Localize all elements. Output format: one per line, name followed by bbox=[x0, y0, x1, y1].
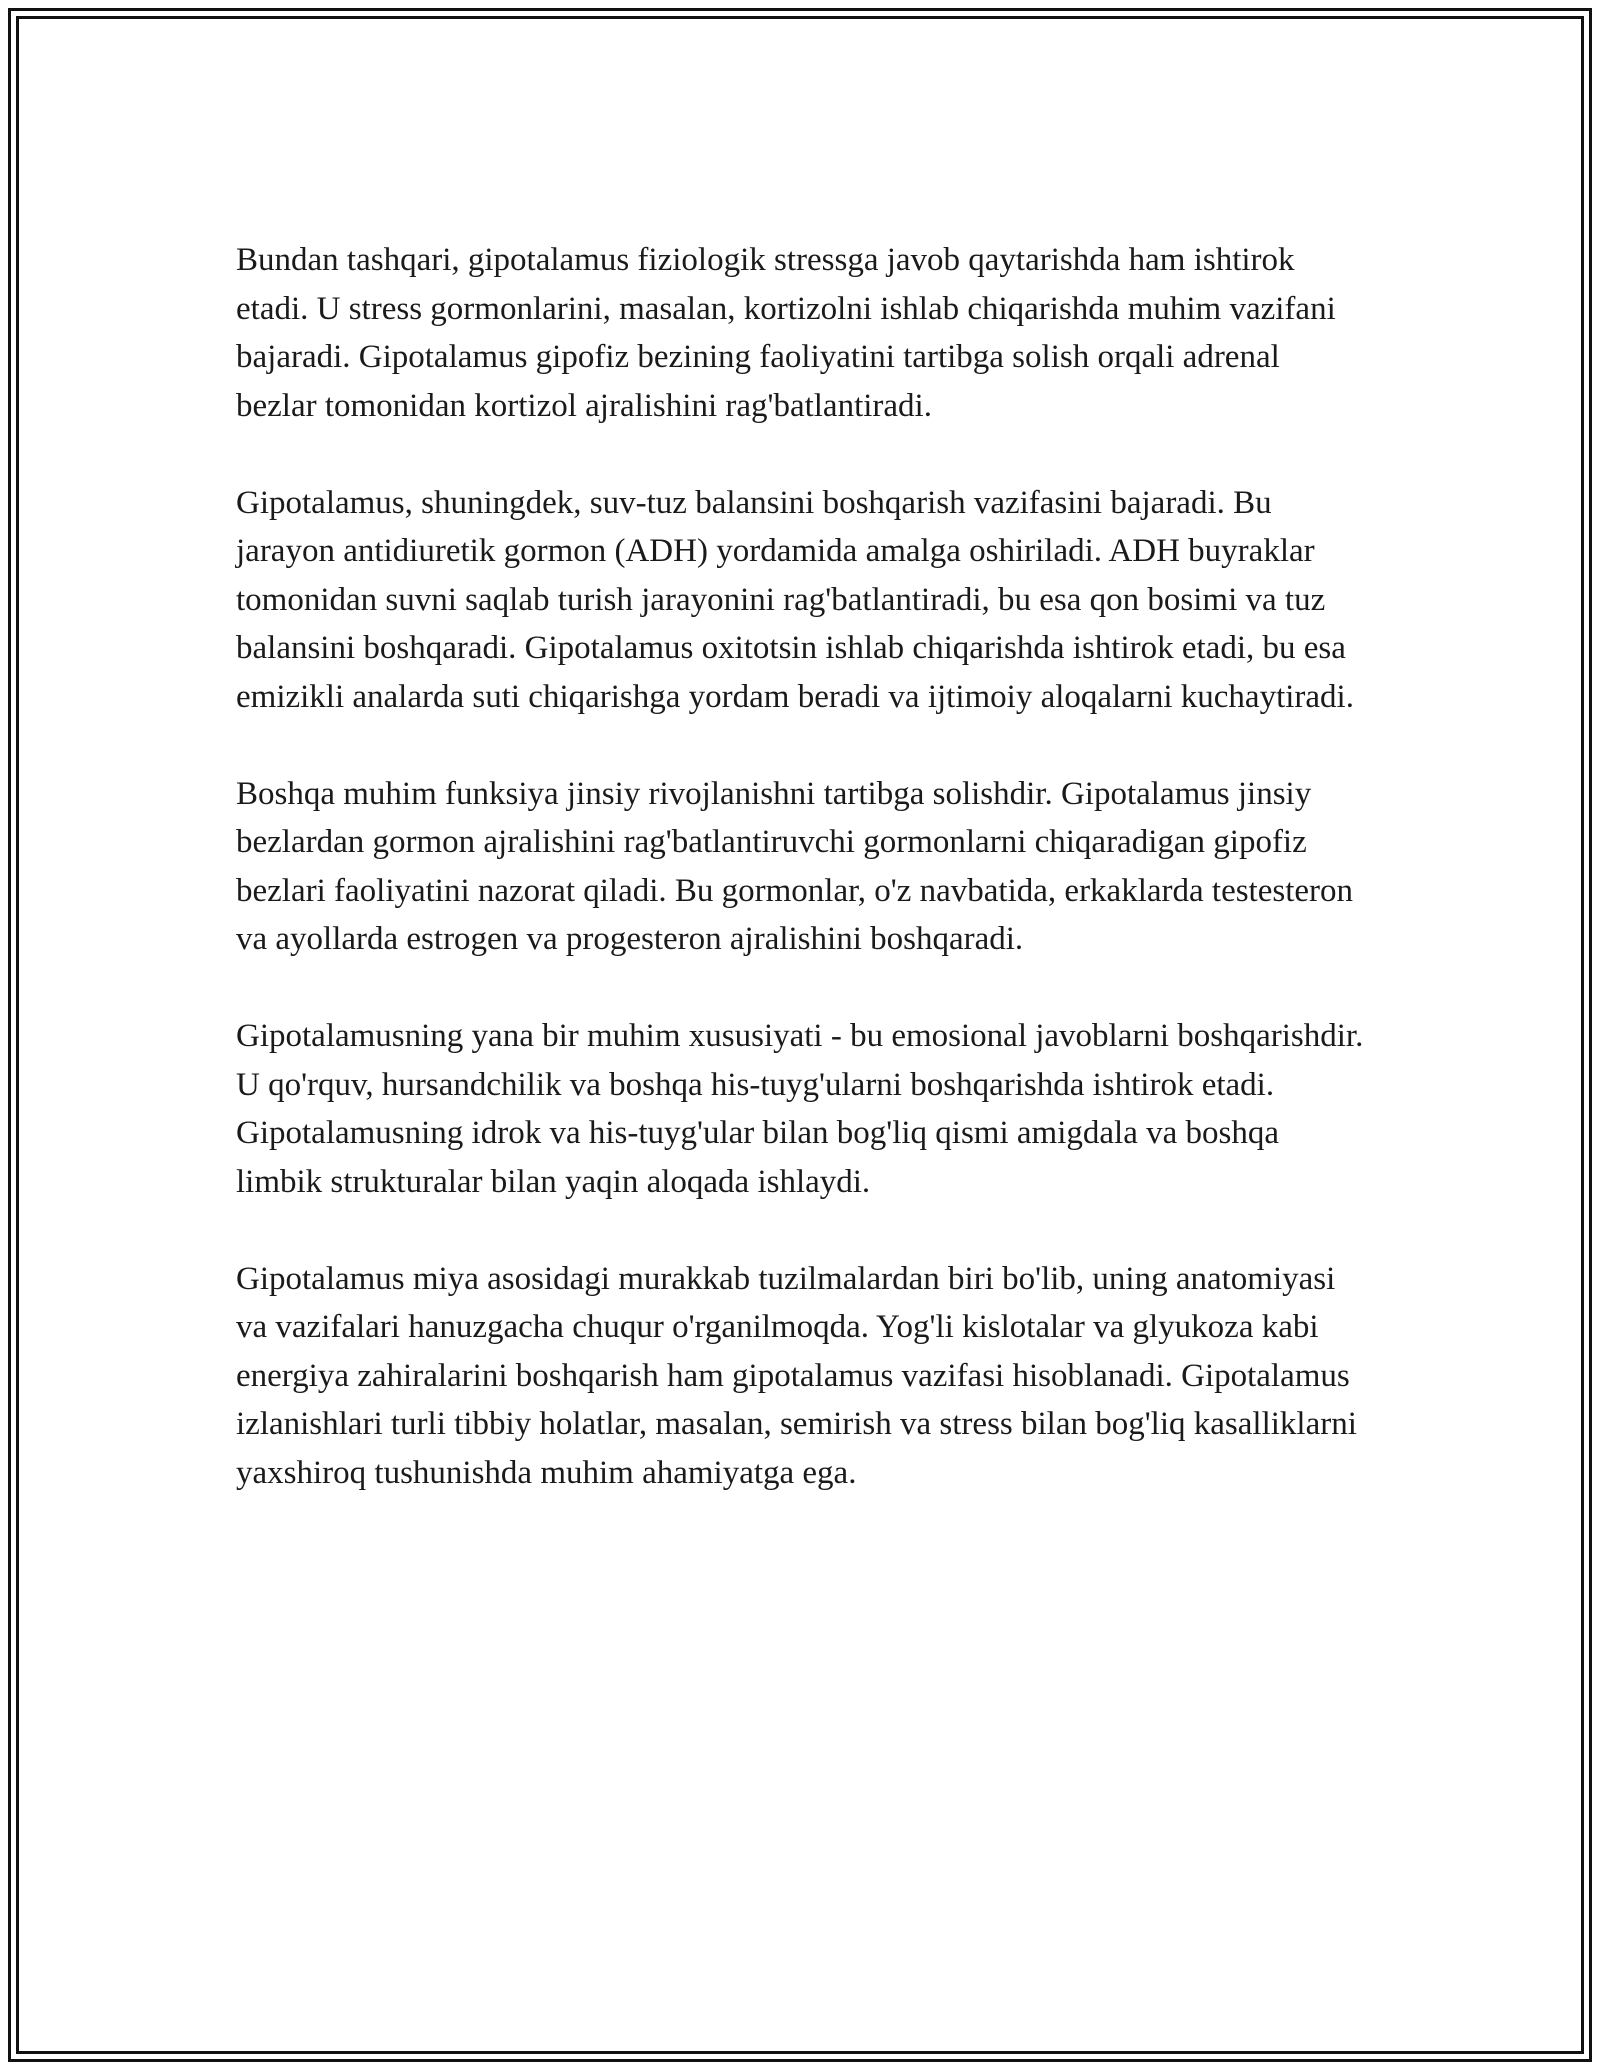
paragraph-stress-response: Bundan tashqari, gipotalamus fiziologik stressga javob qaytarishda ham ishtirok etadi. U stress gormonlarini, masalan, kortizolni ishlab chiqarishda muhim vazifani bajaradi. Gipotalamus gipofiz bezining faoliyatini tartibga solish orqali adrenal bezlar tomonidan kortizol ajralishini rag'batlantiradi. bbox=[236, 242, 1336, 424]
paragraph-sexual-development: Boshqa muhim funksiya jinsiy rivojlanishni tartibga solishdir. Gipotalamus jinsiy bezlardan gormon ajralishini rag'batlantiruvchi gormonlarni chiqaradigan gipofiz bezlari faoliyatini nazorat qiladi. Bu gormonlar, o'z navbatida, erkaklarda testesteron va ayollarda estrogen va progesteron ajralishini boshqaradi. bbox=[236, 775, 1354, 957]
paragraph-water-salt-balance: Gipotalamus, shuningdek, suv-tuz balansini boshqarish vazifasini bajaradi. Bu jarayon antidiuretik gormon (ADH) yordamida amalga oshiriladi. ADH buyraklar tomonidan suvni saqlab turish jarayonini rag'batlantiradi, bu esa qon bosimi va tuz balansini boshqaradi. Gipotalamus oxitotsin ishlab chiqarishda ishtirok etadi, bu esa emizikli analarda suti chiqarishga yordam beradi va ijtimoiy aloqalarni kuchaytiradi. bbox=[236, 484, 1354, 715]
document-body bbox=[236, 236, 1366, 1546]
paragraph-emotional-responses: Gipotalamusning yana bir muhim xususiyati - bu emosional javoblarni boshqarishdir. U qo'rquv, hursandchilik va boshqa his-tuyg'ularni boshqarishda ishtirok etadi. Gipotalamusning idrok va his-tuyg'ular bilan bog'liq qismi amigdala va boshqa limbik strukturalar bilan yaqin aloqada ishlaydi. bbox=[236, 1018, 1364, 1200]
paragraph-anatomy-research: Gipotalamus miya asosidagi murakkab tuzilmalardan biri bo'lib, uning anatomiyasi va vazifalari hanuzgacha chuqur o'rganilmoqda. Yog'li kislotalar va glyukoza kabi energiya zahiralarini boshqarish ham gipotalamus vazifasi hisoblanadi. Gipotalamus izlanishlari turli tibbiy holatlar, masalan, semirish va stress bilan bog'liq kasalliklarni yaxshiroq tushunishda muhim ahamiyatga ega. bbox=[236, 1260, 1357, 1491]
